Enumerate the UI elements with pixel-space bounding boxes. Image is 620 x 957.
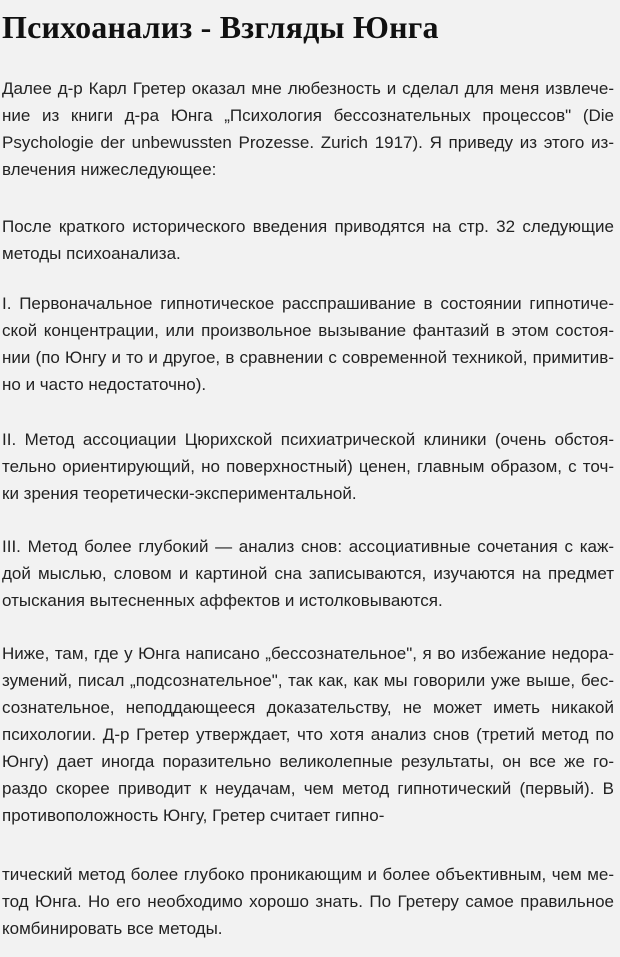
- text-line: ние из книги д-ра Юнга „Психология бессознательных процессов" (Die: [2, 106, 614, 125]
- paragraph-method-2: [2, 426, 614, 507]
- paragraph-method-1: [2, 290, 614, 398]
- text-line: тод Юнга. Но его необходимо хорошо знать. По Гретеру самое правильное: [2, 892, 614, 911]
- paragraph-intro: [2, 75, 614, 183]
- text-line: психологии. Д-р Гретер утверждает, что хотя анализ снов (третий метод по: [2, 725, 614, 744]
- text-line: раздо скорее приводит к неудачам, чем метод гипнотический (первый). В: [2, 779, 614, 798]
- paragraph-conclusion: [2, 861, 614, 942]
- text-line: сознательное, неподдающееся доказательству, не может иметь никакой: [2, 698, 614, 717]
- text-line: но и часто недостаточно).: [2, 375, 207, 394]
- text-line: нии (по Юнгу и то и другое, в сравнении с современной техникой, примитив-: [2, 348, 614, 367]
- text-line: III. Метод более глубокий — анализ снов: ассоциативные сочетания с каж-: [2, 537, 614, 556]
- text-line: отыскания вытесненных аффектов и истолковываются.: [2, 591, 443, 610]
- text-line: дой мыслью, словом и картиной сна записываются, изучаются на предмет: [2, 564, 614, 583]
- paragraph-methods-intro: [2, 213, 614, 267]
- text-line: тельно ориентирующий, но поверхностный) ценен, главным образом, с точ-: [2, 457, 614, 476]
- paragraph-commentary: [2, 640, 614, 829]
- text-line: тический метод более глубоко проникающим и более объективным, чем ме-: [2, 865, 614, 884]
- text-line: ской концентрации, или произвольное вызывание фантазий в этом состоя-: [2, 321, 614, 340]
- text-line: I. Первоначальное гипнотическое расспрашивание в состоянии гипнотиче-: [2, 294, 614, 313]
- text-line: После краткого исторического введения приводятся на стр. 32 следующие: [2, 217, 614, 236]
- text-line: Psychologie der unbewussten Prozesse. Zurich 1917). Я приведу из этого из-: [2, 133, 614, 152]
- text-line: зумений, писал „подсознательное", так как, как мы говорили уже выше, бес-: [2, 671, 614, 690]
- paragraph-method-3: [2, 533, 614, 614]
- text-line: II. Метод ассоциации Цюрихской психиатрической клиники (очень обстоя-: [2, 430, 614, 449]
- text-line: влечения нижеследующее:: [2, 160, 217, 179]
- text-line: Юнгу) дает иногда поразительно великолепные результаты, он все же го-: [2, 752, 614, 771]
- text-line: Далее д-р Карл Гретер оказал мне любезность и сделал для меня извлече-: [2, 79, 614, 98]
- text-line: ки зрения теоретически-экспериментальной.: [2, 484, 357, 503]
- text-line: Ниже, там, где у Юнга написано „бессознательное", я во избежание недора-: [2, 644, 614, 663]
- text-line: методы психоанализа.: [2, 244, 181, 263]
- text-line: противоположность Юнгу, Гретер считает гипно-: [2, 806, 385, 825]
- page-title: Психоанализ - Взгляды Юнга: [2, 9, 439, 45]
- text-line: комбинировать все методы.: [2, 919, 223, 938]
